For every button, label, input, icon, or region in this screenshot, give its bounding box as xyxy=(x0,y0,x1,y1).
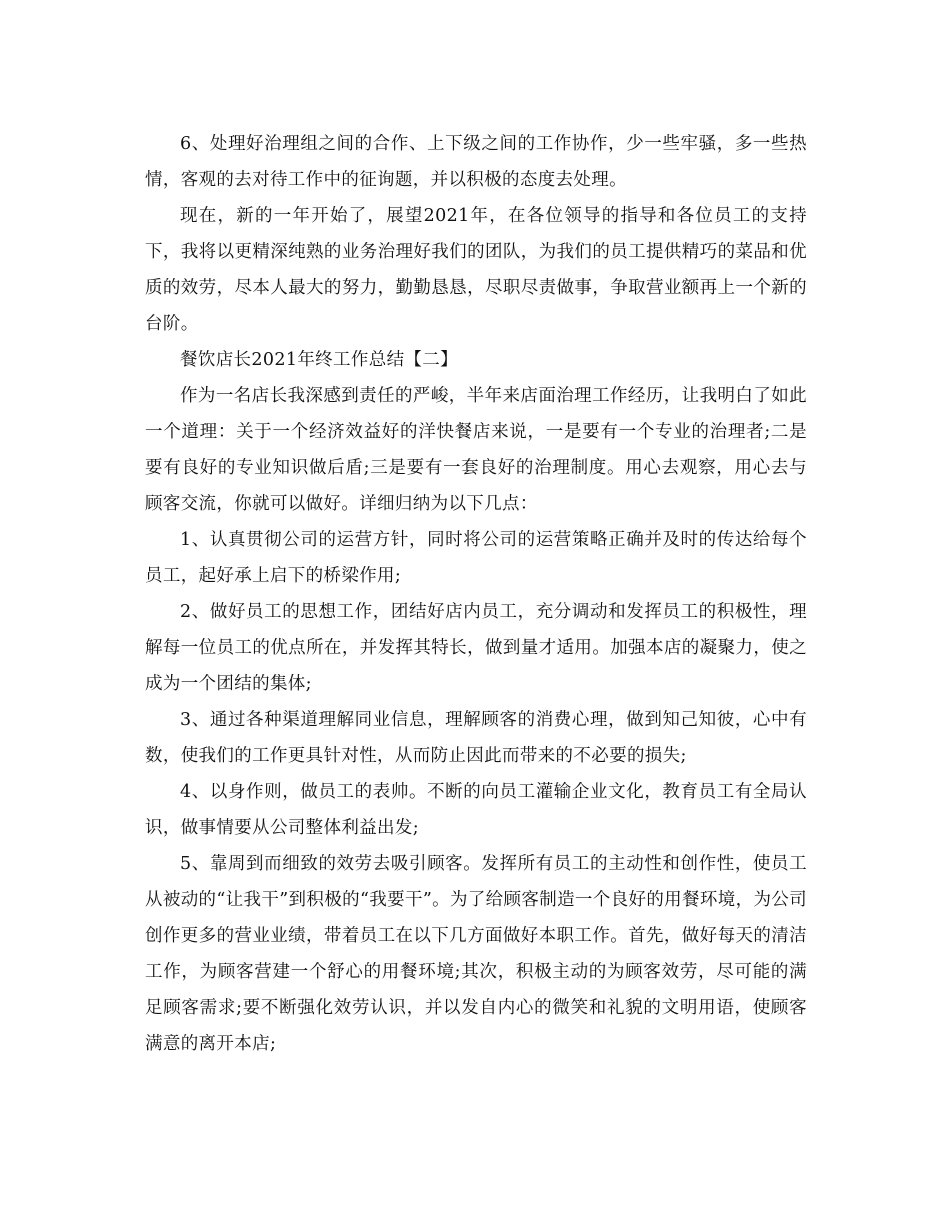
section-heading: 餐饮店长2021年终工作总结【二】 xyxy=(180,350,458,370)
paragraph-point-2: 2、做好员工的思想工作，团结好店内员工，充分调动和发挥员工的积极性，理解每一位员工的优点所在，并发挥其特长，做到量才适用。加强本店的凝聚力，使之成为一个团结的集体; xyxy=(145,602,807,694)
paragraph-item-6: 6、处理好治理组之间的合作、上下级之间的工作协作，少一些牢骚，多一些热情，客观的去对待工作中的征询题，并以积极的态度去处理。 xyxy=(145,134,807,190)
paragraph-intro: 作为一名店长我深感到责任的严峻，半年来店面治理工作经历，让我明白了如此一个道理：关于一个经济效益好的洋快餐店来说，一是要有一个专业的治理者;二是要有良好的专业知识做后盾;三是要有一套良好的治理制度。用心去观察，用心去与顾客交流，你就可以做好。详细归纳为以下几点： xyxy=(145,386,807,514)
document-body xyxy=(145,126,807,1062)
paragraph-point-5: 5、靠周到而细致的效劳去吸引顾客。发挥所有员工的主动性和创作性，使员工从被动的“让我干”到积极的“我要干”。为了给顾客制造一个良好的用餐环境，为公司创作更多的营业业绩，带着员工在以下几方面做好本职工作。首先，做好每天的清洁工作，为顾客营建一个舒心的用餐环境;其次，积极主动的为顾客效劳，尽可能的满足顾客需求;要不断强化效劳认识，并以发自内心的微笑和礼貌的文明用语，使顾客满意的离开本店; xyxy=(145,854,807,1054)
paragraph-point-4: 4、以身作则，做员工的表帅。不断的向员工灌输企业文化，教育员工有全局认识，做事情要从公司整体利益出发; xyxy=(145,782,807,838)
paragraph-outlook: 现在，新的一年开始了，展望2021年，在各位领导的指导和各位员工的支持下，我将以更精深纯熟的业务治理好我们的团队，为我们的员工提供精巧的菜品和优质的效劳，尽本人最大的努力，勤勤恳恳，尽职尽责做事，争取营业额再上一个新的台阶。 xyxy=(145,206,807,334)
paragraph-point-1: 1、认真贯彻公司的运营方针，同时将公司的运营策略正确并及时的传达给每个员工，起好承上启下的桥梁作用; xyxy=(145,530,807,586)
paragraph-point-3: 3、通过各种渠道理解同业信息，理解顾客的消费心理，做到知己知彼，心中有数，使我们的工作更具针对性，从而防止因此而带来的不必要的损失; xyxy=(145,710,807,766)
